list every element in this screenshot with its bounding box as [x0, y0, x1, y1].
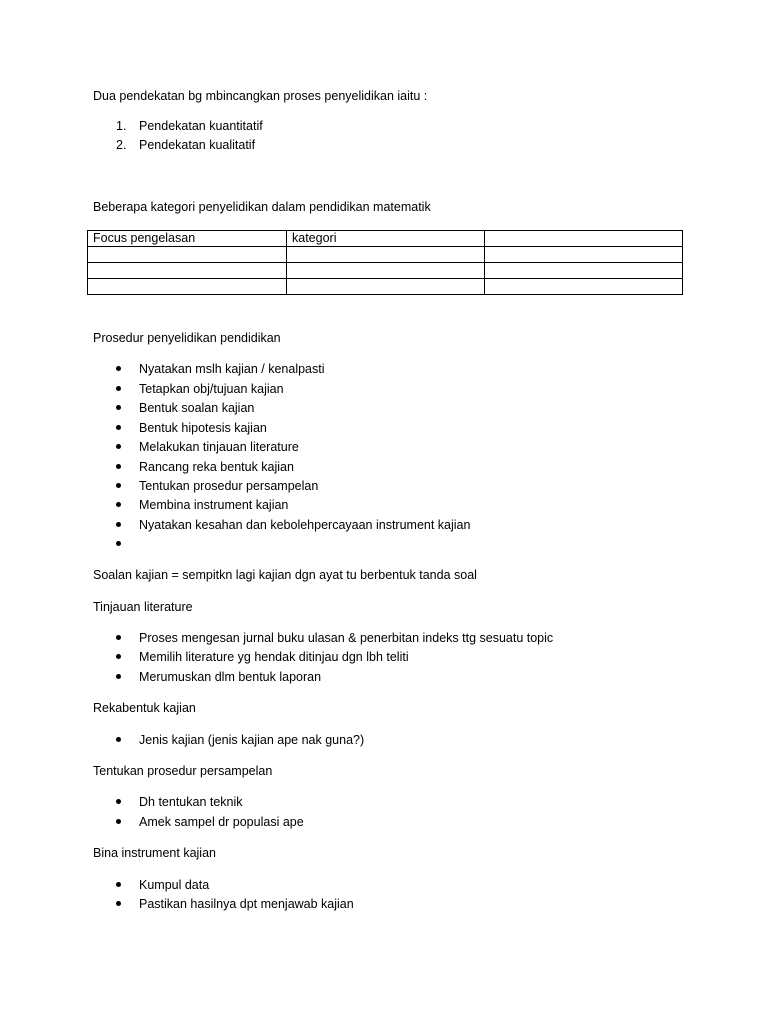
table-cell [287, 279, 485, 295]
instrument-title: Bina instrument kajian [93, 846, 216, 860]
bullet-icon [116, 483, 121, 488]
persampelan-title: Tentukan prosedur persampelan [93, 764, 273, 778]
bullet-icon [116, 464, 121, 469]
prosedur-item: Tetapkan obj/tujuan kajian [139, 382, 284, 396]
bullet-icon [116, 405, 121, 410]
prosedur-item: Tentukan prosedur persampelan [139, 479, 319, 493]
tinjauan-item: Proses mengesan jurnal buku ulasan & penerbitan indeks ttg sesuatu topic [139, 631, 554, 645]
table-cell [88, 247, 287, 263]
table-cell [88, 263, 287, 279]
tinjauan-item: Memilih literature yg hendak ditinjau dgn lbh teliti [139, 650, 409, 664]
bullet-icon [116, 819, 121, 824]
table-cell [485, 263, 683, 279]
soalan-text: Soalan kajian = sempitkn lagi kajian dgn ayat tu berbentuk tanda soal [93, 568, 477, 582]
rekabentuk-title: Rekabentuk kajian [93, 701, 196, 715]
bullet-icon [116, 737, 121, 742]
categories-title: Beberapa kategori penyelidikan dalam pendidikan matematik [93, 200, 431, 214]
approach-number-1: 1. [116, 119, 127, 133]
table-header-empty [485, 231, 683, 247]
table-cell [287, 247, 485, 263]
prosedur-item: Nyatakan mslh kajian / kenalpasti [139, 362, 325, 376]
bullet-icon [116, 882, 121, 887]
instrument-item: Kumpul data [139, 878, 210, 892]
bullet-icon [116, 654, 121, 659]
bullet-icon [116, 444, 121, 449]
table-header-focus: Focus pengelasan [88, 231, 287, 247]
approach-number-2: 2. [116, 138, 127, 152]
prosedur-title: Prosedur penyelidikan pendidikan [93, 331, 281, 345]
approach-item-2: Pendekatan kualitatif [139, 138, 256, 152]
prosedur-item: Nyatakan kesahan dan kebolehpercayaan instrument kajian [139, 518, 471, 532]
bullet-icon [116, 635, 121, 640]
bullet-icon [116, 366, 121, 371]
bullet-icon [116, 901, 121, 906]
table-cell [485, 279, 683, 295]
bullet-icon [116, 799, 121, 804]
table-row [88, 279, 683, 295]
table-cell [88, 279, 287, 295]
tinjauan-item: Merumuskan dlm bentuk laporan [139, 670, 322, 684]
table-cell [485, 247, 683, 263]
bullet-icon [116, 502, 121, 507]
bullet-icon [116, 541, 121, 546]
table-header-row [88, 231, 683, 247]
instrument-item: Pastikan hasilnya dpt menjawab kajian [139, 897, 354, 911]
prosedur-item: Melakukan tinjauan literature [139, 440, 299, 454]
persampelan-item: Amek sampel dr populasi ape [139, 815, 304, 829]
rekabentuk-item: Jenis kajian (jenis kajian ape nak guna?) [139, 733, 365, 747]
bullet-icon [116, 386, 121, 391]
prosedur-item: Membina instrument kajian [139, 498, 289, 512]
tinjauan-title: Tinjauan literature [93, 600, 193, 614]
table-row [88, 247, 683, 263]
table-header-kategori: kategori [287, 231, 485, 247]
prosedur-item: Bentuk soalan kajian [139, 401, 255, 415]
table-row [88, 263, 683, 279]
approach-item-1: Pendekatan kuantitatif [139, 119, 263, 133]
bullet-icon [116, 425, 121, 430]
table-cell [287, 263, 485, 279]
prosedur-item: Rancang reka bentuk kajian [139, 460, 294, 474]
bullet-icon [116, 522, 121, 527]
bullet-icon [116, 674, 121, 679]
categories-table [87, 230, 683, 295]
intro-text: Dua pendekatan bg mbincangkan proses penyelidikan iaitu : [93, 89, 428, 103]
persampelan-item: Dh tentukan teknik [139, 795, 243, 809]
prosedur-item: Bentuk hipotesis kajian [139, 421, 267, 435]
